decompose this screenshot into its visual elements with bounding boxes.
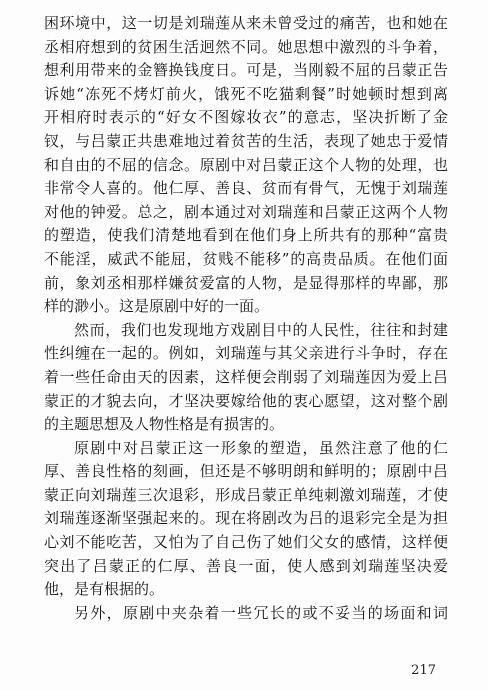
text-line: 钗，与吕蒙正共患难地过着贫苦的生活，表现了她忠于爱情 — [44, 131, 448, 150]
text-line: 开相府时表示的“好女不图嫁妆衣”的意志，坚决折断了金 — [44, 108, 448, 127]
text-line: 不能淫，威武不能屈，贫贱不能移”的高贵品质。在他们面 — [44, 249, 448, 268]
text-line: 非常令人喜的。他仁厚、善良、贫而有骨气，无愧于刘瑞莲 — [44, 179, 448, 198]
paragraph-2 — [44, 319, 448, 437]
text-line: 想利用带来的金簪换钱度日。可是，当刚毅不屈的吕蒙正告 — [44, 61, 448, 80]
text-line: 和自由的不屈的信念。原剧中对吕蒙正这个人物的处理，也 — [44, 155, 448, 174]
text-line: 心刘不能吃苦，又怕为了自己伤了她们父女的感情，这样便 — [44, 533, 448, 552]
paragraph-1 — [44, 12, 448, 319]
text-line: 性纠缠在一起的。例如，刘瑞莲与其父亲进行斗争时，存在 — [44, 344, 448, 363]
text-line: 他，是有根据的。 — [44, 580, 165, 599]
text-line: 困环境中，这一切是刘瑞莲从来未曾受过的痛苦，也和她在 — [44, 14, 448, 32]
paragraph-3 — [44, 437, 448, 602]
text-line: 原剧中对吕蒙正这一形象的塑造，虽然注意了他的仁 — [74, 438, 448, 457]
text-line: 蒙正向刘瑞莲三次退彩，形成吕蒙正单纯刺激刘瑞莲，才使 — [44, 485, 448, 504]
text-line: 然而，我们也发现地方戏剧目中的人民性，往往和封建 — [74, 320, 448, 339]
text-line: 厚、善良性格的刻画，但还是不够明朗和鲜明的；原剧中吕 — [44, 462, 448, 481]
text-line: 样的渺小。这是原剧中好的一面。 — [44, 297, 270, 316]
paragraph-4 — [44, 602, 448, 626]
text-line: 刘瑞莲逐渐坚强起来的。现在将剧改为吕的退彩完全是为担 — [44, 509, 448, 528]
body-text — [44, 12, 448, 625]
text-line: 前，象刘丞相那样嫌贫爱富的人物，是显得那样的卑鄙，那 — [44, 273, 448, 292]
text-line: 的主题思想及人物性格是有损害的。 — [44, 415, 285, 434]
text-line: 对他的钟爱。总之，剧本通过对刘瑞莲和吕蒙正这两个人物 — [44, 202, 448, 221]
text-line: 突出了吕蒙正的仁厚、善良一面，使人感到刘瑞莲坚决爱 — [44, 556, 448, 575]
text-line: 蒙正的才貌去向，才坚决要嫁给他的衷心愿望，这对整个剧 — [44, 391, 448, 410]
text-line: 着一些任命由天的因素，这样便会削弱了刘瑞莲因为爱上吕 — [44, 367, 448, 386]
text-line: 另外，原剧中夹杂着一些冗长的或不妥当的场面和词 — [74, 603, 448, 622]
text-line: 的塑造，使我们清楚地看到在他们身上所共有的那种“富贵 — [44, 226, 448, 245]
text-line: 诉她“冻死不烤灯前火，饿死不吃猫剩餐”时她顿时想到离 — [44, 84, 448, 103]
page-number: 217 — [411, 663, 436, 678]
text-line: 丞相府想到的贫困生活迥然不同。她思想中激烈的斗争着， — [44, 37, 448, 56]
